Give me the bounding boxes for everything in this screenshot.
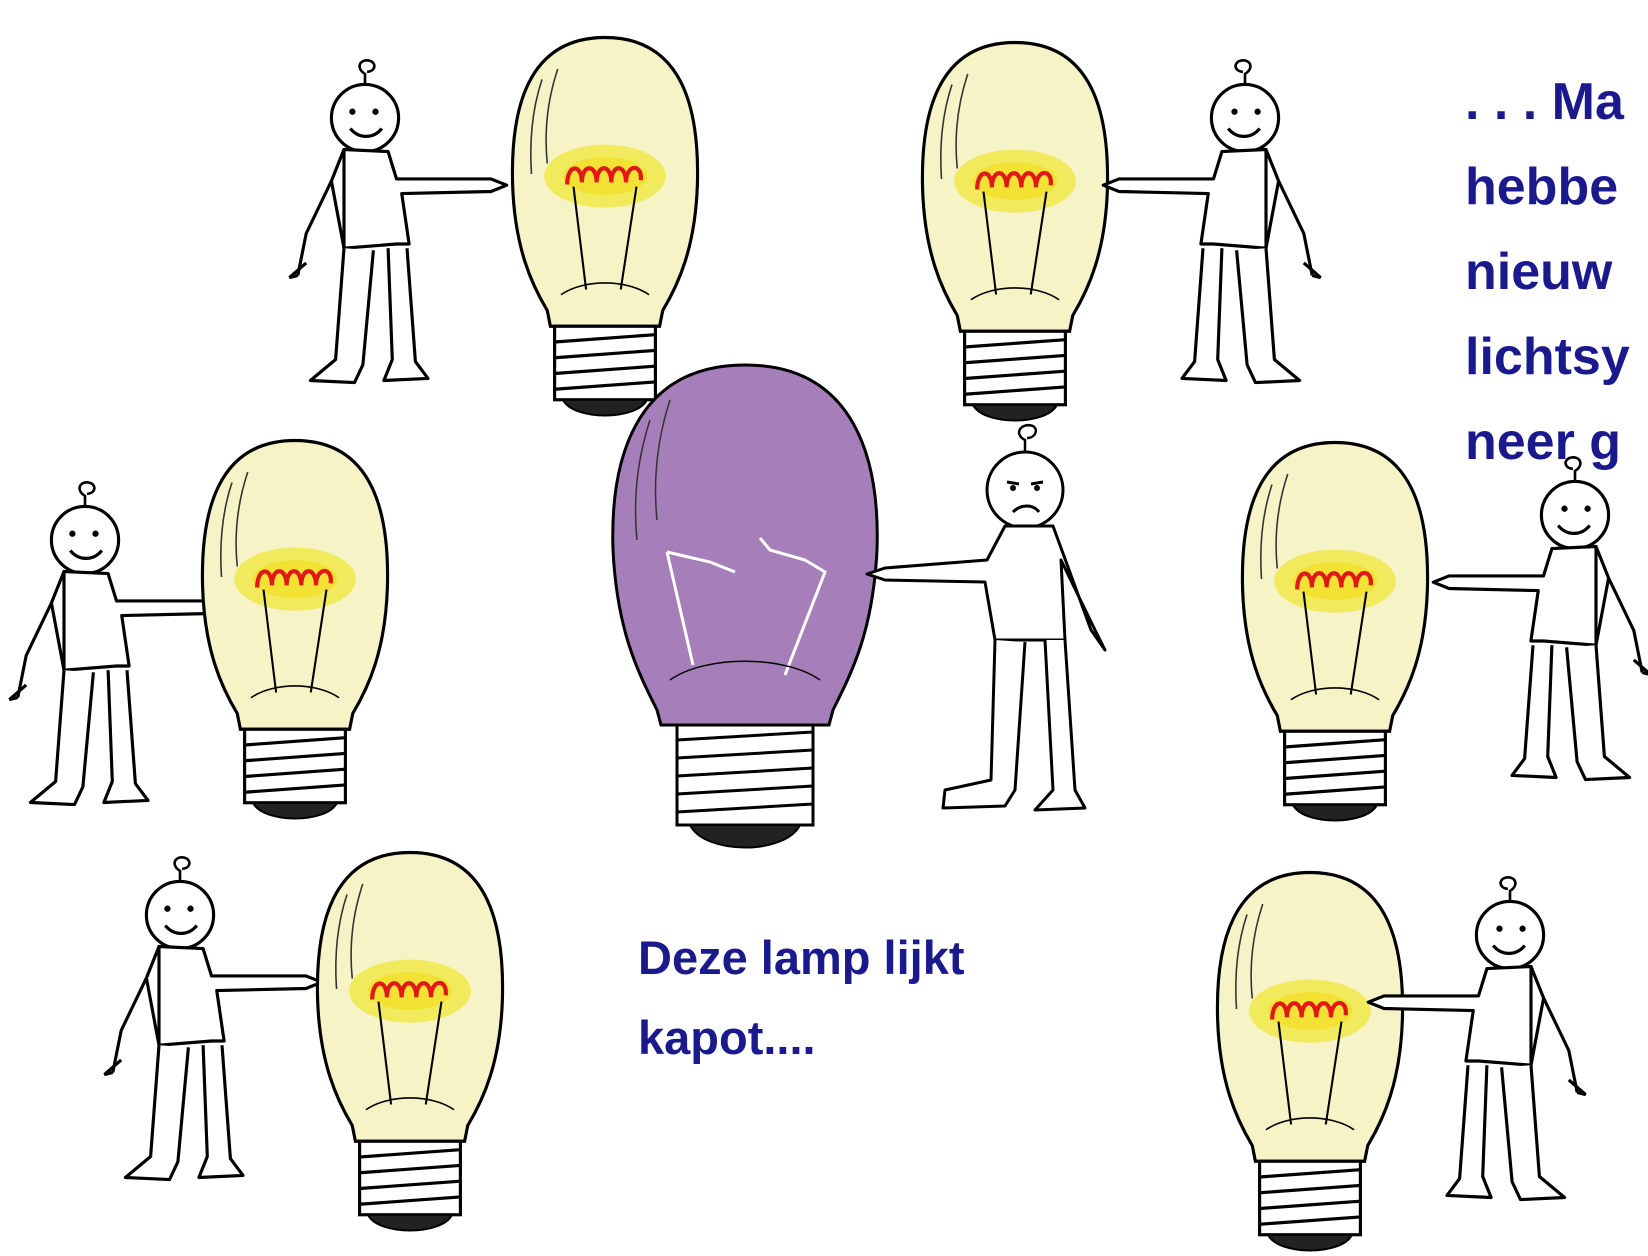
bulb-lit-middle-left bbox=[202, 441, 387, 819]
person-bottom-left bbox=[104, 857, 321, 1179]
caption-broken-lamp bbox=[638, 918, 965, 1078]
person-top-right bbox=[1103, 60, 1320, 382]
caption-right-line-2: hebbe bbox=[1465, 158, 1619, 216]
caption-broken-lamp-line-1: Deze lamp lijkt bbox=[638, 931, 965, 984]
person-middle-right bbox=[1433, 457, 1648, 779]
bulb-broken-center bbox=[613, 365, 877, 848]
bulb-lit-top-right bbox=[922, 43, 1107, 421]
caption-right-line-1: . . . Ma bbox=[1465, 73, 1624, 131]
person-sad-center bbox=[867, 425, 1105, 810]
person-middle-left bbox=[9, 482, 226, 804]
caption-right-cropped bbox=[1465, 60, 1630, 485]
caption-right-line-5: neer g bbox=[1465, 413, 1622, 471]
caption-right-line-4: lichtsy bbox=[1465, 328, 1630, 386]
bulb-lit-top-left bbox=[512, 38, 697, 416]
bulb-lit-bottom-right bbox=[1217, 873, 1402, 1251]
bulb-lit-bottom-left bbox=[317, 853, 502, 1231]
bulb-lit-middle-right bbox=[1242, 443, 1427, 821]
caption-broken-lamp-line-2: kapot.... bbox=[638, 1011, 816, 1064]
caption-right-line-3: nieuw bbox=[1465, 243, 1613, 301]
person-top-left bbox=[289, 60, 506, 382]
